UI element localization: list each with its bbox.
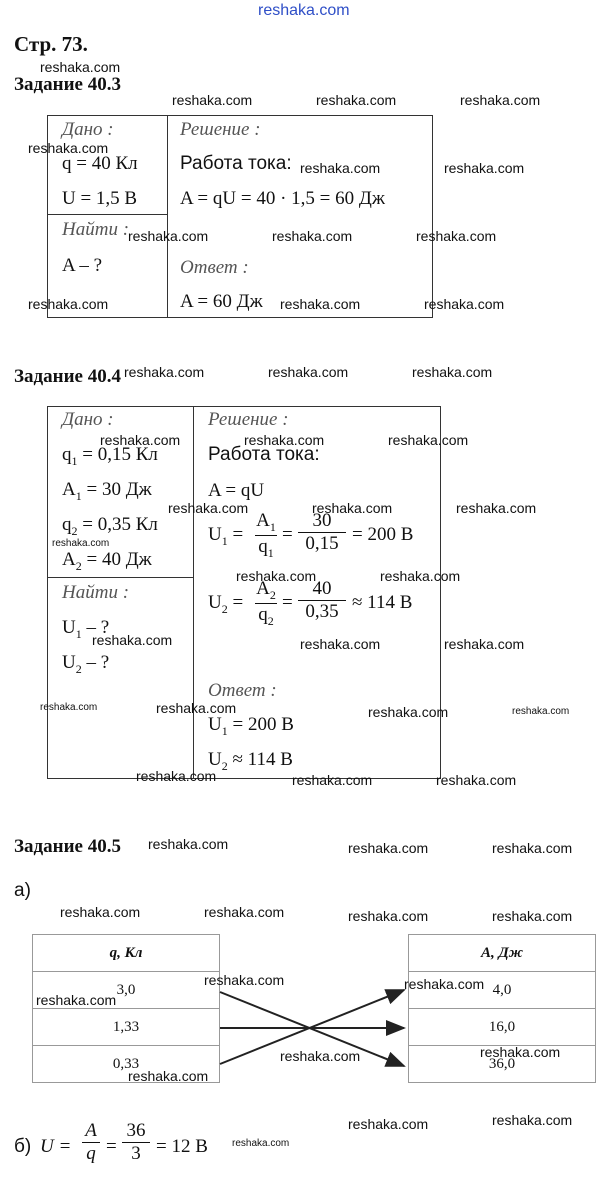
watermark: reshaka.com	[380, 568, 461, 584]
watermark: reshaka.com	[416, 228, 497, 244]
watermark: reshaka.com	[124, 364, 205, 380]
watermark: reshaka.com	[348, 1116, 429, 1132]
watermark: reshaka.com	[316, 92, 397, 108]
watermark: reshaka.com	[204, 904, 285, 920]
watermark: reshaka.com	[40, 59, 121, 75]
watermark: reshaka.com	[424, 296, 505, 312]
watermark: reshaka.com	[36, 992, 117, 1008]
watermark: reshaka.com	[412, 364, 493, 380]
watermark: reshaka.com	[404, 976, 485, 992]
charge-header: q, Кл	[33, 935, 220, 972]
solution-text: Работа тока:	[208, 444, 320, 465]
watermark: reshaka.com	[128, 1068, 209, 1084]
find-label: Найти :	[62, 219, 130, 240]
work-cell: 16,0	[409, 1009, 596, 1046]
watermark: reshaka.com	[172, 92, 253, 108]
watermark: reshaka.com	[300, 636, 381, 652]
part-b-label: б)	[14, 1136, 32, 1157]
watermark: reshaka.com	[436, 772, 517, 788]
find-u2: $U_2$ – ?	[62, 652, 110, 676]
given-a2: $A_2 = 40$ Дж	[62, 549, 152, 573]
watermark: reshaka.com	[148, 836, 229, 852]
solution-text: Работа тока:	[180, 153, 292, 174]
watermark: reshaka.com	[280, 1048, 361, 1064]
watermark: reshaka.com	[244, 432, 325, 448]
watermark: reshaka.com	[204, 972, 285, 988]
task-40-4-title: Задание 40.4	[14, 366, 121, 387]
watermark: reshaka.com	[512, 706, 570, 717]
answer-label: Ответ :	[208, 680, 277, 701]
u2-fraction-2: $\frac{40}{0,35}$	[298, 578, 346, 623]
u1-fraction-1: $\frac{A_1}{q_1}$	[256, 510, 276, 560]
watermark: reshaka.com	[236, 568, 317, 584]
watermark: reshaka.com	[92, 632, 173, 648]
u1-result: = 200 В	[352, 524, 414, 545]
work-cell: 36,0	[409, 1046, 596, 1083]
answer-u1: $U_1 = 200$ В	[208, 714, 294, 738]
watermark: reshaka.com	[460, 92, 541, 108]
watermark: reshaka.com	[60, 904, 141, 920]
part-b-lhs: U =	[40, 1136, 72, 1157]
watermark: reshaka.com	[136, 768, 217, 784]
watermark: reshaka.com	[28, 296, 109, 312]
given-voltage: U = 1,5 В	[62, 188, 138, 209]
site-watermark-top: reshaka.com	[258, 2, 350, 19]
watermark: reshaka.com	[480, 1044, 561, 1060]
watermark: reshaka.com	[348, 840, 429, 856]
page-number: Стр. 73.	[14, 32, 88, 56]
watermark: reshaka.com	[232, 1138, 290, 1149]
u2-fraction-1: $\frac{A_2}{q_2}$	[256, 578, 276, 628]
answer-u2: $U_2 \approx 114$ В	[208, 749, 293, 773]
watermark: reshaka.com	[28, 140, 109, 156]
watermark: reshaka.com	[444, 160, 525, 176]
find-u1: $U_1$ – ?	[62, 617, 110, 641]
watermark: reshaka.com	[272, 228, 353, 244]
part-b-result: = 12 В	[156, 1136, 208, 1157]
watermark: reshaka.com	[348, 908, 429, 924]
charge-cell: 1,33	[33, 1009, 220, 1046]
part-a-label: а)	[14, 880, 31, 901]
watermark: reshaka.com	[128, 228, 209, 244]
watermark: reshaka.com	[168, 500, 249, 516]
charge-cell: 3,0	[33, 972, 220, 1009]
u2-result: ≈ 114 В	[352, 592, 413, 613]
watermark: reshaka.com	[40, 702, 98, 713]
watermark: reshaka.com	[312, 500, 393, 516]
part-b-fraction-2: $\frac{36}{3}$	[122, 1120, 150, 1165]
watermark: reshaka.com	[456, 500, 537, 516]
watermark: reshaka.com	[388, 432, 469, 448]
given-q2: $q_2 = 0,35$ Кл	[62, 514, 158, 538]
u2-lhs: $U_2$ =	[208, 592, 244, 616]
watermark: reshaka.com	[156, 700, 237, 716]
watermark: reshaka.com	[52, 538, 110, 549]
watermark: reshaka.com	[492, 1112, 573, 1128]
watermark: reshaka.com	[100, 432, 181, 448]
work-cell: 4,0	[409, 972, 596, 1009]
given-label: Дано :	[62, 409, 114, 430]
work-header: A, Дж	[409, 935, 596, 972]
u1-fraction-2: $\frac{30}{0,15}$	[298, 510, 346, 555]
solution-formula: A = qU = 40 · 1,5 = 60 Дж	[180, 188, 385, 209]
u1-lhs: $U_1$ =	[208, 524, 244, 548]
solution-label: Решение :	[208, 409, 289, 430]
watermark: reshaka.com	[280, 296, 361, 312]
watermark: reshaka.com	[492, 908, 573, 924]
watermark: reshaka.com	[368, 704, 449, 720]
watermark: reshaka.com	[492, 840, 573, 856]
answer-label: Ответ :	[180, 257, 249, 278]
solution-label: Решение :	[180, 119, 261, 140]
find-label: Найти :	[62, 582, 130, 603]
answer-value: A = 60 Дж	[180, 291, 263, 312]
watermark: reshaka.com	[292, 772, 373, 788]
solution-formula: A = qU	[208, 480, 265, 501]
charge-cell: 0,33	[33, 1046, 220, 1083]
task-40-5-title: Задание 40.5	[14, 836, 121, 857]
given-charge: q = 40 Кл	[62, 153, 138, 174]
find-work: A – ?	[62, 255, 103, 276]
watermark: reshaka.com	[444, 636, 525, 652]
task-40-3-title: Задание 40.3	[14, 74, 121, 95]
given-q1: $q_1 = 0,15$ Кл	[62, 444, 158, 468]
watermark: reshaka.com	[300, 160, 381, 176]
watermark: reshaka.com	[268, 364, 349, 380]
given-a1: $A_1 = 30$ Дж	[62, 479, 152, 503]
part-b-fraction-1: $\frac{A}{q}$	[82, 1120, 100, 1165]
given-label: Дано :	[62, 119, 114, 140]
